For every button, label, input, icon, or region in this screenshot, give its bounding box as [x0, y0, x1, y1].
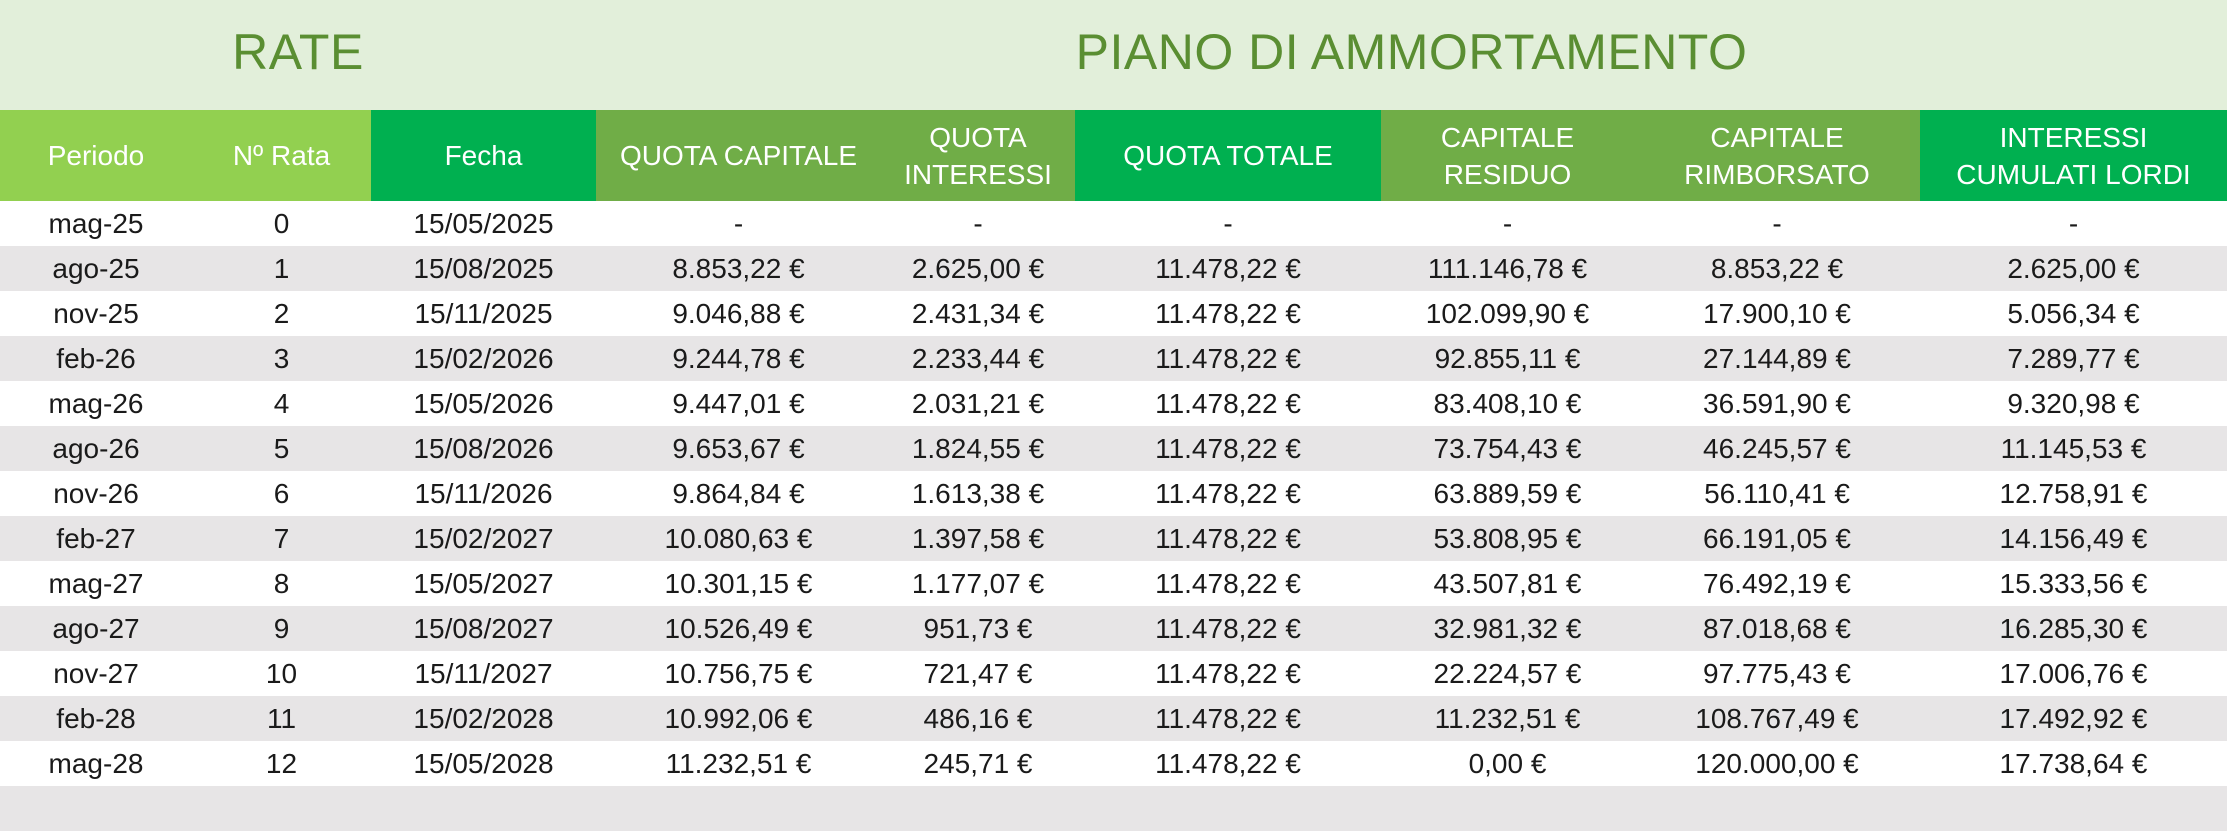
- capitale-rimborsato-cell[interactable]: 76.492,19 €: [1634, 561, 1920, 606]
- quota-totale-cell[interactable]: 11.478,22 €: [1075, 336, 1381, 381]
- table-row: [0, 291, 2227, 336]
- quota-totale-cell[interactable]: 11.478,22 €: [1075, 561, 1381, 606]
- periodo-cell[interactable]: mag-26: [0, 381, 192, 426]
- n-rata-cell[interactable]: 3: [192, 336, 371, 381]
- capitale-residuo-cell[interactable]: 22.224,57 €: [1381, 651, 1634, 696]
- header-quota-interessi[interactable]: [881, 110, 1075, 201]
- fecha-cell[interactable]: 15/11/2026: [371, 471, 596, 516]
- fecha-cell[interactable]: 15/02/2028: [371, 696, 596, 741]
- quota-interessi-cell[interactable]: 2.233,44 €: [881, 336, 1075, 381]
- header-n-rata-label: Nº Rata: [232, 140, 331, 171]
- quota-capitale-cell[interactable]: 9.447,01 €: [596, 381, 881, 426]
- n-rata-cell[interactable]: 2: [192, 291, 371, 336]
- table-row: [0, 426, 2227, 471]
- periodo-cell[interactable]: ago-26: [0, 426, 192, 471]
- quota-interessi-cell[interactable]: 1.613,38 €: [881, 471, 1075, 516]
- header-capitale-residuo[interactable]: [1381, 110, 1634, 201]
- header-quota-interessi-line2: INTERESSI: [904, 158, 1052, 190]
- header-quota-interessi-line1: QUOTA: [929, 121, 1027, 153]
- quota-capitale-cell[interactable]: 8.853,22 €: [596, 246, 881, 291]
- interessi-cumulati-cell[interactable]: 17.006,76 €: [1920, 651, 2227, 696]
- fecha-cell[interactable]: 15/08/2027: [371, 606, 596, 651]
- quota-capitale-cell[interactable]: 11.232,51 €: [596, 741, 881, 786]
- quota-capitale-cell[interactable]: 9.046,88 €: [596, 291, 881, 336]
- periodo-cell[interactable]: mag-25: [0, 201, 192, 246]
- table-row: [0, 561, 2227, 606]
- quota-interessi-cell[interactable]: 245,71 €: [881, 741, 1075, 786]
- periodo-cell[interactable]: feb-27: [0, 516, 192, 561]
- quota-interessi-cell[interactable]: 486,16 €: [881, 696, 1075, 741]
- fecha-cell[interactable]: 15/05/2025: [371, 201, 596, 246]
- capitale-residuo-cell[interactable]: 73.754,43 €: [1381, 426, 1634, 471]
- capitale-residuo-cell[interactable]: 63.889,59 €: [1381, 471, 1634, 516]
- capitale-rimborsato-cell[interactable]: -: [1634, 201, 1920, 246]
- table-row: [0, 336, 2227, 381]
- capitale-residuo-cell[interactable]: 102.099,90 €: [1381, 291, 1634, 336]
- interessi-cumulati-cell[interactable]: 7.289,77 €: [1920, 336, 2227, 381]
- interessi-cumulati-cell[interactable]: -: [1920, 201, 2227, 246]
- periodo-cell[interactable]: nov-25: [0, 291, 192, 336]
- capitale-residuo-cell[interactable]: 43.507,81 €: [1381, 561, 1634, 606]
- capitale-residuo-cell[interactable]: 83.408,10 €: [1381, 381, 1634, 426]
- periodo-cell[interactable]: nov-26: [0, 471, 192, 516]
- quota-capitale-cell[interactable]: 10.080,63 €: [596, 516, 881, 561]
- quota-interessi-cell[interactable]: 2.431,34 €: [881, 291, 1075, 336]
- n-rata-cell[interactable]: 6: [192, 471, 371, 516]
- interessi-cumulati-cell[interactable]: 15.333,56 €: [1920, 561, 2227, 606]
- quota-interessi-cell[interactable]: 2.625,00 €: [881, 246, 1075, 291]
- table-body: [0, 201, 2227, 786]
- header-capitale-rimborsato[interactable]: [1634, 110, 1920, 201]
- capitale-residuo-cell[interactable]: -: [1381, 201, 1634, 246]
- n-rata-cell[interactable]: 9: [192, 606, 371, 651]
- header-n-rata[interactable]: [192, 110, 371, 201]
- quota-capitale-cell[interactable]: 10.301,15 €: [596, 561, 881, 606]
- n-rata-cell[interactable]: 1: [192, 246, 371, 291]
- n-rata-cell[interactable]: 11: [192, 696, 371, 741]
- quota-totale-cell[interactable]: -: [1075, 201, 1381, 246]
- header-periodo-label: Periodo: [47, 140, 145, 171]
- header-capitale-rimborsato-line2: RIMBORSATO: [1684, 158, 1870, 190]
- capitale-residuo-cell[interactable]: 92.855,11 €: [1381, 336, 1634, 381]
- rate-title: RATE: [232, 24, 364, 80]
- quota-totale-cell[interactable]: 11.478,22 €: [1075, 516, 1381, 561]
- table-row: [0, 696, 2227, 741]
- quota-interessi-cell[interactable]: 1.397,58 €: [881, 516, 1075, 561]
- capitale-rimborsato-cell[interactable]: 87.018,68 €: [1634, 606, 1920, 651]
- periodo-cell[interactable]: nov-27: [0, 651, 192, 696]
- header-capitale-residuo-line2: RESIDUO: [1443, 158, 1572, 190]
- capitale-rimborsato-cell[interactable]: 108.767,49 €: [1634, 696, 1920, 741]
- quota-capitale-cell[interactable]: -: [596, 201, 881, 246]
- capitale-rimborsato-cell[interactable]: 56.110,41 €: [1634, 471, 1920, 516]
- header-periodo[interactable]: [0, 110, 192, 201]
- quota-capitale-cell[interactable]: 9.653,67 €: [596, 426, 881, 471]
- quota-totale-cell[interactable]: 11.478,22 €: [1075, 426, 1381, 471]
- interessi-cumulati-cell[interactable]: 17.492,92 €: [1920, 696, 2227, 741]
- quota-totale-cell[interactable]: 11.478,22 €: [1075, 606, 1381, 651]
- capitale-rimborsato-cell[interactable]: 97.775,43 €: [1634, 651, 1920, 696]
- header-quota-capitale[interactable]: [596, 110, 881, 201]
- capitale-residuo-cell[interactable]: 32.981,32 €: [1381, 606, 1634, 651]
- header-capitale-residuo-line1: CAPITALE: [1440, 121, 1575, 153]
- capitale-residuo-cell[interactable]: 0,00 €: [1381, 741, 1634, 786]
- amortization-plan-title: PIANO DI AMMORTAMENTO: [1075, 24, 1748, 80]
- n-rata-cell[interactable]: 8: [192, 561, 371, 606]
- quota-totale-cell[interactable]: 11.478,22 €: [1075, 741, 1381, 786]
- table-row: [0, 516, 2227, 561]
- interessi-cumulati-cell[interactable]: 5.056,34 €: [1920, 291, 2227, 336]
- quota-interessi-cell[interactable]: 2.031,21 €: [881, 381, 1075, 426]
- fecha-cell[interactable]: 15/08/2025: [371, 246, 596, 291]
- header-fecha-label: Fecha: [444, 140, 523, 171]
- capitale-residuo-cell[interactable]: 53.808,95 €: [1381, 516, 1634, 561]
- quota-interessi-cell[interactable]: 951,73 €: [881, 606, 1075, 651]
- periodo-cell[interactable]: feb-28: [0, 696, 192, 741]
- table-row: [0, 381, 2227, 426]
- table-row: [0, 606, 2227, 651]
- capitale-residuo-cell[interactable]: 11.232,51 €: [1381, 696, 1634, 741]
- header-interessi-cumulati-line1: INTERESSI: [1999, 121, 2148, 153]
- interessi-cumulati-cell[interactable]: 17.738,64 €: [1920, 741, 2227, 786]
- quota-capitale-cell[interactable]: 9.864,84 €: [596, 471, 881, 516]
- interessi-cumulati-cell[interactable]: 16.285,30 €: [1920, 606, 2227, 651]
- interessi-cumulati-cell[interactable]: 14.156,49 €: [1920, 516, 2227, 561]
- capitale-residuo-cell[interactable]: 111.146,78 €: [1381, 246, 1634, 291]
- fecha-cell[interactable]: 15/05/2026: [371, 381, 596, 426]
- quota-totale-cell[interactable]: 11.478,22 €: [1075, 651, 1381, 696]
- amortization-table: [0, 110, 2227, 786]
- quota-capitale-cell[interactable]: 10.992,06 €: [596, 696, 881, 741]
- quota-totale-cell[interactable]: 11.478,22 €: [1075, 471, 1381, 516]
- table-row: [0, 741, 2227, 786]
- header-row: [0, 110, 2227, 201]
- table-row: [0, 201, 2227, 246]
- fecha-cell[interactable]: 15/05/2027: [371, 561, 596, 606]
- header-interessi-cumulati[interactable]: [1920, 110, 2227, 201]
- header-fecha[interactable]: [371, 110, 596, 201]
- fecha-cell[interactable]: 15/05/2028: [371, 741, 596, 786]
- quota-totale-cell[interactable]: 11.478,22 €: [1075, 381, 1381, 426]
- quota-totale-cell[interactable]: 11.478,22 €: [1075, 246, 1381, 291]
- fecha-cell[interactable]: 15/08/2026: [371, 426, 596, 471]
- interessi-cumulati-cell[interactable]: 12.758,91 €: [1920, 471, 2227, 516]
- capitale-rimborsato-cell[interactable]: 17.900,10 €: [1634, 291, 1920, 336]
- quota-capitale-cell[interactable]: 10.526,49 €: [596, 606, 881, 651]
- periodo-cell[interactable]: mag-28: [0, 741, 192, 786]
- quota-capitale-cell[interactable]: 10.756,75 €: [596, 651, 881, 696]
- interessi-cumulati-cell[interactable]: 11.145,53 €: [1920, 426, 2227, 471]
- n-rata-cell[interactable]: 12: [192, 741, 371, 786]
- n-rata-cell[interactable]: 7: [192, 516, 371, 561]
- quota-interessi-cell[interactable]: 1.177,07 €: [881, 561, 1075, 606]
- header-quota-totale[interactable]: [1075, 110, 1381, 201]
- periodo-cell[interactable]: ago-27: [0, 606, 192, 651]
- capitale-rimborsato-cell[interactable]: 36.591,90 €: [1634, 381, 1920, 426]
- n-rata-cell[interactable]: 10: [192, 651, 371, 696]
- periodo-cell[interactable]: feb-26: [0, 336, 192, 381]
- fecha-cell[interactable]: 15/02/2026: [371, 336, 596, 381]
- header-quota-totale-label: QUOTA TOTALE: [1123, 140, 1333, 171]
- header-capitale-rimborsato-line1: CAPITALE: [1710, 121, 1844, 153]
- quota-interessi-cell[interactable]: 721,47 €: [881, 651, 1075, 696]
- quota-interessi-cell[interactable]: 1.824,55 €: [881, 426, 1075, 471]
- capitale-rimborsato-cell[interactable]: 120.000,00 €: [1634, 741, 1920, 786]
- capitale-rimborsato-cell[interactable]: 27.144,89 €: [1634, 336, 1920, 381]
- fecha-cell[interactable]: 15/11/2027: [371, 651, 596, 696]
- table-row: [0, 651, 2227, 696]
- n-rata-cell[interactable]: 5: [192, 426, 371, 471]
- interessi-cumulati-cell[interactable]: 9.320,98 €: [1920, 381, 2227, 426]
- interessi-cumulati-cell[interactable]: 2.625,00 €: [1920, 246, 2227, 291]
- n-rata-cell[interactable]: 4: [192, 381, 371, 426]
- header-quota-capitale-label: QUOTA CAPITALE: [619, 140, 857, 171]
- fecha-cell[interactable]: 15/02/2027: [371, 516, 596, 561]
- capitale-rimborsato-cell[interactable]: 66.191,05 €: [1634, 516, 1920, 561]
- quota-totale-cell[interactable]: 11.478,22 €: [1075, 291, 1381, 336]
- quota-capitale-cell[interactable]: 9.244,78 €: [596, 336, 881, 381]
- quota-totale-cell[interactable]: 11.478,22 €: [1075, 696, 1381, 741]
- capitale-rimborsato-cell[interactable]: 46.245,57 €: [1634, 426, 1920, 471]
- quota-interessi-cell[interactable]: -: [881, 201, 1075, 246]
- fecha-cell[interactable]: 15/11/2025: [371, 291, 596, 336]
- table-row: [0, 471, 2227, 516]
- periodo-cell[interactable]: ago-25: [0, 246, 192, 291]
- n-rata-cell[interactable]: 0: [192, 201, 371, 246]
- header-interessi-cumulati-line2: CUMULATI LORDI: [1956, 158, 2191, 190]
- table-row: [0, 246, 2227, 291]
- capitale-rimborsato-cell[interactable]: 8.853,22 €: [1634, 246, 1920, 291]
- periodo-cell[interactable]: mag-27: [0, 561, 192, 606]
